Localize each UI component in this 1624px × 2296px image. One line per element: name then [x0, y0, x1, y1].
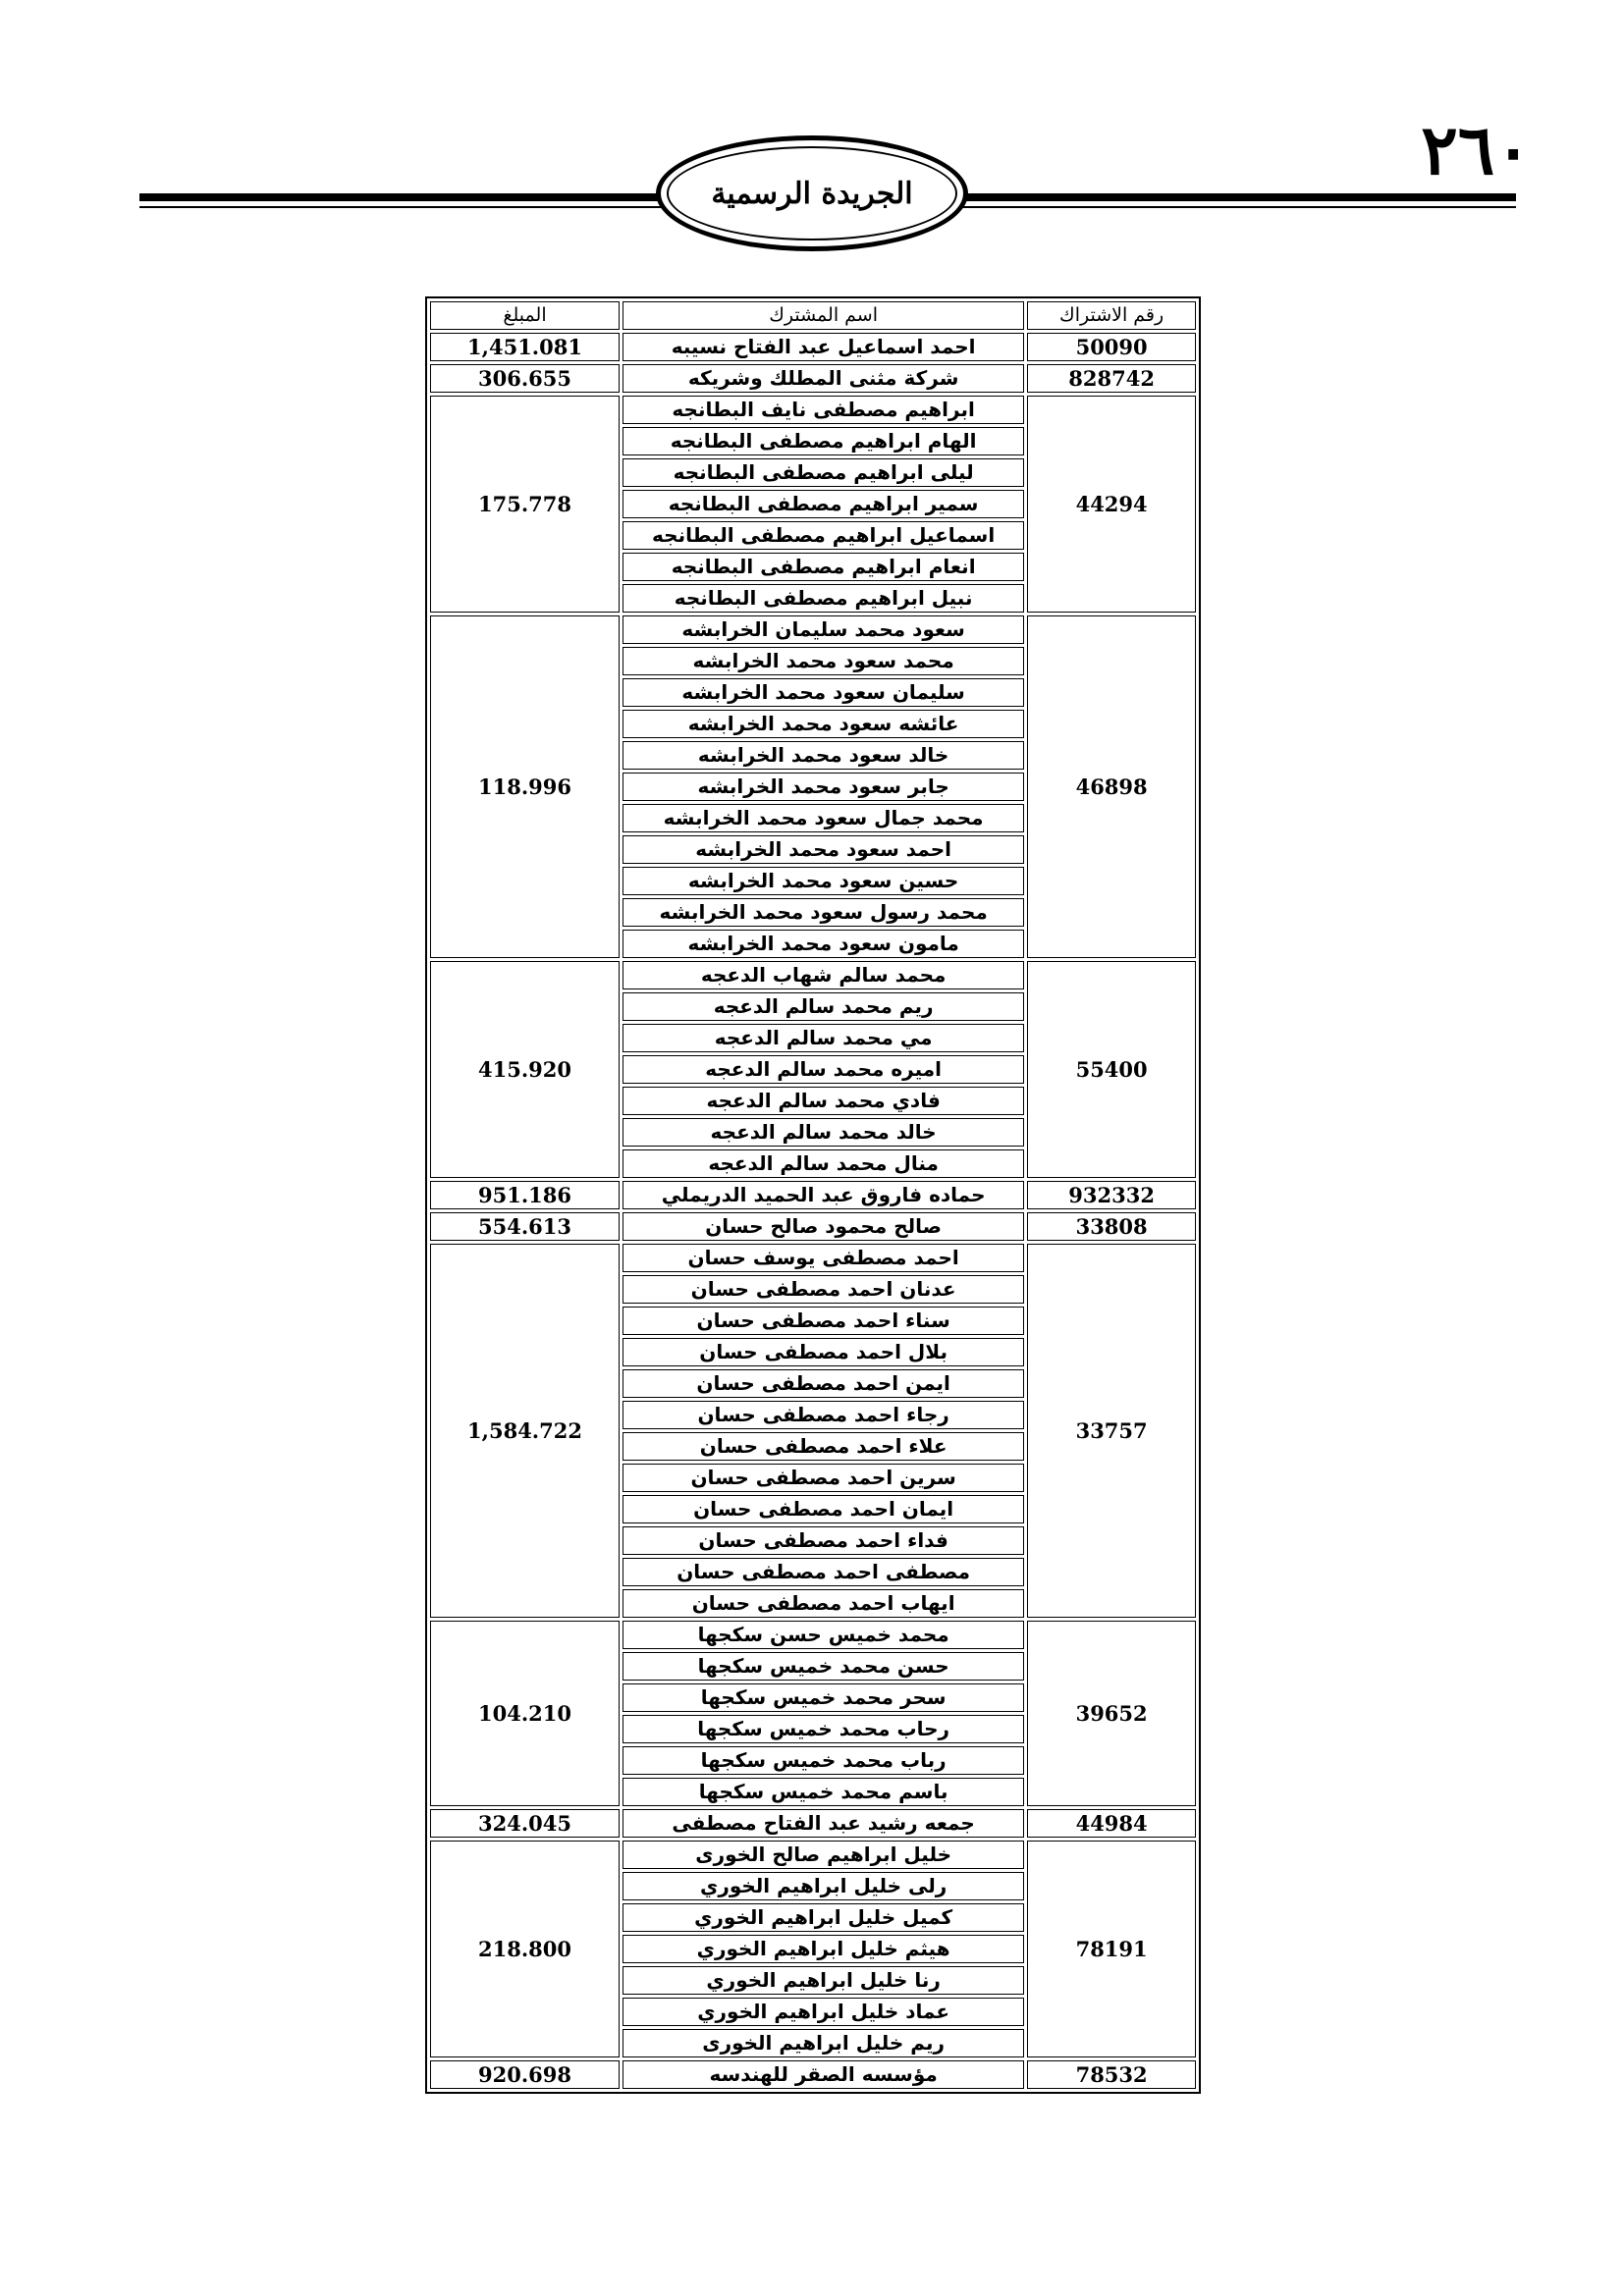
subscriber-name-cell: محمد رسول سعود محمد الخرابشه: [623, 898, 1024, 927]
table-row: [430, 1212, 1196, 1241]
subscriber-name-cell: ريم محمد سالم الدعجه: [623, 992, 1024, 1021]
column-header-subscription-number: رقم الاشتراك: [1027, 301, 1196, 330]
amount-cell: 1,584.722: [430, 1244, 620, 1618]
amount-cell: 118.996: [430, 615, 620, 958]
gazette-title-oval: [656, 135, 968, 251]
subscription-number-cell: 39652: [1027, 1621, 1196, 1806]
subscriber-name-cell: احمد مصطفى يوسف حسان: [623, 1244, 1024, 1272]
table-row: [430, 1181, 1196, 1209]
table-row: [430, 1841, 1196, 1869]
subscribers-table: [425, 296, 1201, 2094]
subscriber-name-cell: فداء احمد مصطفى حسان: [623, 1526, 1024, 1555]
page-number: ٢٦٠: [1421, 109, 1532, 190]
subscriber-name-cell: علاء احمد مصطفى حسان: [623, 1432, 1024, 1461]
subscriber-name-cell: شركة مثنى المطلك وشريكه: [623, 364, 1024, 393]
subscriber-name-cell: انعام ابراهيم مصطفى البطانجه: [623, 553, 1024, 581]
subscriber-name-cell: رحاب محمد خميس سكجها: [623, 1715, 1024, 1743]
subscriber-name-cell: نبيل ابراهيم مصطفى البطانجه: [623, 584, 1024, 613]
subscriber-name-cell: مي محمد سالم الدعجه: [623, 1024, 1024, 1052]
amount-cell: 951.186: [430, 1181, 620, 1209]
amount-cell: 1,451.081: [430, 333, 620, 361]
subscriber-name-cell: سليمان سعود محمد الخرابشه: [623, 678, 1024, 707]
subscriber-name-cell: فادي محمد سالم الدعجه: [623, 1087, 1024, 1115]
subscriber-name-cell: مؤسسه الصقر للهندسه: [623, 2060, 1024, 2089]
subscriber-name-cell: الهام ابراهيم مصطفى البطانجه: [623, 427, 1024, 455]
table-row: [430, 615, 1196, 644]
subscriber-name-cell: عماد خليل ابراهيم الخوري: [623, 1998, 1024, 2026]
subscription-number-cell: 33808: [1027, 1212, 1196, 1241]
subscriber-name-cell: كميل خليل ابراهيم الخوري: [623, 1903, 1024, 1932]
subscriber-name-cell: ايهاب احمد مصطفى حسان: [623, 1589, 1024, 1618]
subscriber-name-cell: محمد جمال سعود محمد الخرابشه: [623, 804, 1024, 832]
subscriber-name-cell: احمد سعود محمد الخرابشه: [623, 835, 1024, 864]
subscription-number-cell: 78191: [1027, 1841, 1196, 2057]
table-row: [430, 364, 1196, 393]
subscriber-name-cell: رلى خليل ابراهيم الخوري: [623, 1872, 1024, 1900]
subscriber-name-cell: منال محمد سالم الدعجه: [623, 1149, 1024, 1178]
amount-cell: 920.698: [430, 2060, 620, 2089]
subscriber-name-cell: ايمان احمد مصطفى حسان: [623, 1495, 1024, 1523]
subscriber-name-cell: ريم خليل ابراهيم الخورى: [623, 2029, 1024, 2057]
subscriber-name-cell: سرين احمد مصطفى حسان: [623, 1464, 1024, 1492]
subscriber-name-cell: رجاء احمد مصطفى حسان: [623, 1401, 1024, 1429]
table-header-row: [430, 301, 1196, 330]
subscriber-name-cell: محمد سعود محمد الخرابشه: [623, 647, 1024, 675]
subscriber-name-cell: محمد سالم شهاب الدعجه: [623, 961, 1024, 989]
table-row: [430, 1244, 1196, 1272]
subscriber-name-cell: جابر سعود محمد الخرابشه: [623, 773, 1024, 801]
table-row: [430, 396, 1196, 424]
amount-cell: 175.778: [430, 396, 620, 613]
subscription-number-cell: 55400: [1027, 961, 1196, 1178]
table-body: [430, 333, 1196, 2089]
subscription-number-cell: 33757: [1027, 1244, 1196, 1618]
subscriber-name-cell: صالح محمود صالح حسان: [623, 1212, 1024, 1241]
subscriber-name-cell: ابراهيم مصطفى نايف البطانجه: [623, 396, 1024, 424]
table-row: [430, 961, 1196, 989]
column-header-subscriber-name: اسم المشترك: [623, 301, 1024, 330]
subscriber-name-cell: اسماعيل ابراهيم مصطفى البطانجه: [623, 521, 1024, 550]
subscriber-name-cell: سعود محمد سليمان الخرابشه: [623, 615, 1024, 644]
subscriber-name-cell: حماده فاروق عبد الحميد الدريملي: [623, 1181, 1024, 1209]
table-row: [430, 333, 1196, 361]
subscriber-name-cell: حسين سعود محمد الخرابشه: [623, 867, 1024, 895]
subscription-number-cell: 932332: [1027, 1181, 1196, 1209]
subscription-number-cell: 50090: [1027, 333, 1196, 361]
subscriber-name-cell: عدنان احمد مصطفى حسان: [623, 1275, 1024, 1304]
subscription-number-cell: 828742: [1027, 364, 1196, 393]
subscription-number-cell: 44294: [1027, 396, 1196, 613]
subscription-number-cell: 44984: [1027, 1809, 1196, 1838]
subscriber-name-cell: سناء احمد مصطفى حسان: [623, 1307, 1024, 1335]
subscription-number-cell: 46898: [1027, 615, 1196, 958]
amount-cell: 306.655: [430, 364, 620, 393]
table-row: [430, 1621, 1196, 1649]
amount-cell: 554.613: [430, 1212, 620, 1241]
subscriber-name-cell: احمد اسماعيل عبد الفتاح نسيبه: [623, 333, 1024, 361]
subscriber-name-cell: باسم محمد خميس سكجها: [623, 1778, 1024, 1806]
column-header-amount: المبلغ: [430, 301, 620, 330]
subscriber-name-cell: هيثم خليل ابراهيم الخوري: [623, 1935, 1024, 1963]
amount-cell: 104.210: [430, 1621, 620, 1806]
subscriber-name-cell: حسن محمد خميس سكجها: [623, 1652, 1024, 1681]
subscription-number-cell: 78532: [1027, 2060, 1196, 2089]
subscriber-name-cell: سحر محمد خميس سكجها: [623, 1683, 1024, 1712]
gazette-title: الجريدة الرسمية: [711, 176, 913, 211]
subscriber-name-cell: خالد محمد سالم الدعجه: [623, 1118, 1024, 1147]
subscriber-name-cell: رنا خليل ابراهيم الخوري: [623, 1966, 1024, 1995]
subscriber-name-cell: خليل ابراهيم صالح الخورى: [623, 1841, 1024, 1869]
table-row: [430, 1809, 1196, 1838]
subscriber-name-cell: بلال احمد مصطفى حسان: [623, 1338, 1024, 1366]
subscriber-name-cell: مصطفى احمد مصطفى حسان: [623, 1558, 1024, 1586]
subscriber-name-cell: سمير ابراهيم مصطفى البطانجه: [623, 490, 1024, 518]
subscriber-name-cell: اميره محمد سالم الدعجه: [623, 1055, 1024, 1084]
subscriber-name-cell: رباب محمد خميس سكجها: [623, 1746, 1024, 1775]
subscriber-name-cell: محمد خميس حسن سكجها: [623, 1621, 1024, 1649]
subscriber-name-cell: عائشه سعود محمد الخرابشه: [623, 710, 1024, 738]
amount-cell: 415.920: [430, 961, 620, 1178]
subscriber-name-cell: جمعه رشيد عبد الفتاح مصطفى: [623, 1809, 1024, 1838]
amount-cell: 324.045: [430, 1809, 620, 1838]
subscriber-name-cell: مامون سعود محمد الخرابشه: [623, 930, 1024, 958]
table-row: [430, 2060, 1196, 2089]
subscriber-name-cell: ليلى ابراهيم مصطفى البطانجه: [623, 458, 1024, 487]
subscriber-name-cell: ايمن احمد مصطفى حسان: [623, 1369, 1024, 1398]
amount-cell: 218.800: [430, 1841, 620, 2057]
subscriber-name-cell: خالد سعود محمد الخرابشه: [623, 741, 1024, 770]
